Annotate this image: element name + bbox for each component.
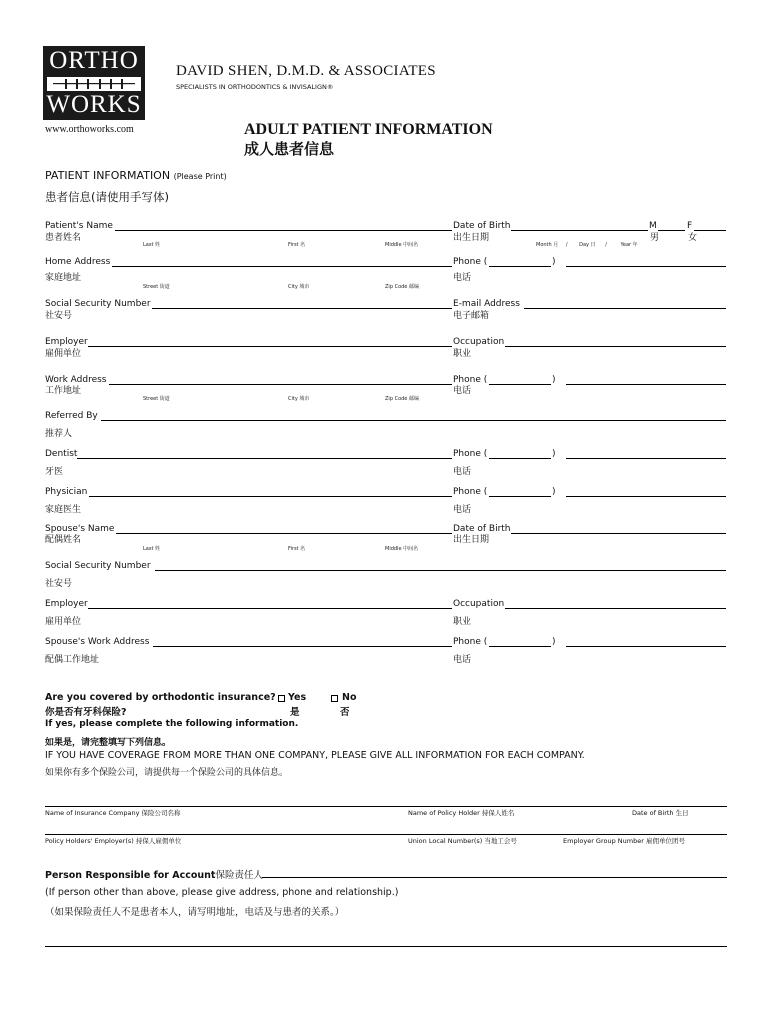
dob-field[interactable] [511, 230, 648, 231]
insurance-question-zh: 你是否有牙科保险? [45, 707, 127, 718]
physician-phone-area[interactable] [489, 496, 551, 497]
work-phone-label-zh: 电话 [453, 386, 472, 396]
f-label: F [687, 221, 693, 231]
yes-label: Yes [288, 692, 307, 703]
physician-phone-close: ) [552, 487, 556, 497]
ifyes-text-zh: 如果是，请完整填写下列信息。 [45, 738, 172, 748]
m-label: M [649, 221, 657, 231]
physician-field[interactable] [89, 496, 452, 497]
employer-label-zh: 雇佣单位 [45, 349, 82, 359]
spouse-phone-field[interactable] [566, 646, 726, 647]
sub-day: Day 日 [579, 242, 596, 248]
home-address-label-zh: 家庭地址 [45, 273, 82, 283]
responsible-note: (If person other than above, please give address, phone and relationship.) [45, 887, 399, 898]
col-company: Name of Insurance Company 保险公司名称 [45, 809, 181, 817]
spouse-dob-field[interactable] [511, 533, 726, 534]
page-title: ADULT PATIENT INFORMATION [244, 121, 493, 138]
spouse-employer-label: Employer [45, 599, 88, 609]
patient-name-field[interactable] [115, 230, 452, 231]
f-field[interactable] [694, 230, 726, 231]
spouse-name-label: Spouse's Name [45, 524, 115, 534]
home-address-label: Home Address [45, 257, 111, 267]
home-phone-field[interactable] [566, 266, 726, 267]
physician-label: Physician [45, 487, 88, 497]
ssn-label-zh: 社安号 [45, 311, 73, 321]
work-address-label: Work Address [45, 375, 107, 385]
logo-line2: WORKS [46, 91, 142, 118]
sub-last-2: Last 姓 [143, 546, 161, 552]
email-label: E-mail Address [453, 299, 520, 309]
ssn-field[interactable] [152, 308, 452, 309]
no-label: No [342, 692, 357, 703]
practice-tagline: SPECIALISTS IN ORTHODONTICS & INVISALIGN® [176, 83, 334, 91]
spouse-phone-area[interactable] [489, 646, 551, 647]
employer-field[interactable] [88, 346, 452, 347]
insurance-question: Are you covered by orthodontic insurance? [45, 692, 276, 703]
physician-label-zh: 家庭医生 [45, 505, 82, 515]
ifyes-text: If yes, please complete the following information. [45, 719, 299, 729]
sub-city-2: City 城市 [288, 396, 310, 402]
sub-street: Street 街道 [143, 284, 170, 290]
no-checkbox[interactable] [331, 695, 338, 702]
responsible-detail-rule[interactable] [45, 946, 727, 947]
physician-phone-label-zh: 电话 [453, 505, 472, 515]
sub-middle: Middle 中间名 [385, 242, 419, 248]
occupation-field[interactable] [505, 346, 726, 347]
responsible-note-zh: （如果保险责任人不是患者本人，请写明地址，电话及与患者的关系。） [45, 907, 345, 918]
patient-name-label-zh: 患者姓名 [45, 233, 82, 243]
ssn-label: Social Security Number [45, 299, 151, 309]
m-label-zh: 男 [650, 233, 660, 243]
spouse-phone-label: Phone ( [453, 637, 488, 647]
multi-coverage-text: IF YOU HAVE COVERAGE FROM MORE THAN ONE COMPANY, PLEASE GIVE ALL INFORMATION FOR EACH COMPANY. [45, 750, 585, 761]
col-holder: Name of Policy Holder 持保人姓名 [408, 809, 515, 817]
dentist-field[interactable] [77, 458, 452, 459]
dob-subs [536, 242, 638, 248]
spouse-ssn-field[interactable] [155, 570, 726, 571]
sub-year: Year 年 [620, 242, 638, 248]
employer-label: Employer [45, 337, 88, 347]
insurance-row1-rule[interactable] [45, 806, 727, 807]
spouse-name-label-zh: 配偶姓名 [45, 535, 82, 545]
referred-label-zh: 推荐人 [45, 429, 73, 439]
patient-name-label: Patient's Name [45, 221, 113, 231]
sub-month: Month 月 [536, 242, 559, 248]
sub-street-2: Street 街道 [143, 396, 170, 402]
spouse-ssn-label-zh: 社安号 [45, 579, 73, 589]
occupation-label: Occupation [453, 337, 505, 347]
responsible-label-en: Person Responsible for Account [45, 870, 216, 881]
dentist-phone-label-zh: 电话 [453, 467, 472, 477]
work-phone-label: Phone ( [453, 375, 488, 385]
spouse-employer-field[interactable] [88, 608, 452, 609]
section-heading [45, 169, 227, 182]
insurance-row2-rule[interactable] [45, 834, 727, 835]
home-phone-label: Phone ( [453, 257, 488, 267]
work-phone-field[interactable] [566, 384, 726, 385]
yes-checkbox[interactable] [278, 695, 285, 702]
section-heading-en: PATIENT INFORMATION [45, 169, 171, 182]
spouse-ssn-label: Social Security Number [45, 561, 151, 571]
dob-label-zh: 出生日期 [453, 233, 490, 243]
logo-line1: ORTHO [49, 47, 139, 74]
no-label-zh: 否 [340, 707, 350, 718]
referred-label: Referred By [45, 411, 98, 421]
dentist-phone-label: Phone ( [453, 449, 488, 459]
work-address-field[interactable] [109, 384, 452, 385]
sub-zip-2: Zip Code 邮编 [385, 396, 419, 402]
work-phone-close: ) [552, 375, 556, 385]
spouse-phone-close: ) [552, 637, 556, 647]
work-address-label-zh: 工作地址 [45, 386, 82, 396]
multi-coverage-text-zh: 如果你有多个保险公司，请提供每一个保险公司的具体信息。 [45, 768, 289, 778]
dentist-label-zh: 牙医 [45, 467, 64, 477]
col-dob: Date of Birth 生日 [632, 809, 689, 817]
home-phone-area[interactable] [489, 266, 551, 267]
section-heading-zh: 患者信息(请使用手写体) [45, 190, 169, 204]
spouse-work-label-zh: 配偶工作地址 [45, 655, 100, 665]
spouse-dob-label-zh: 出生日期 [453, 535, 490, 545]
responsible-field[interactable] [262, 877, 727, 878]
page-title-zh: 成人患者信息 [244, 140, 335, 158]
home-phone-label-zh: 电话 [453, 273, 472, 283]
dob-label: Date of Birth [453, 221, 511, 231]
sub-last: Last 姓 [143, 242, 161, 248]
spouse-dob-label: Date of Birth [453, 524, 511, 534]
spouse-name-field[interactable] [116, 533, 452, 534]
sub-zip: Zip Code 邮编 [385, 284, 419, 290]
spouse-occupation-label: Occupation [453, 599, 505, 609]
home-address-field[interactable] [112, 266, 452, 267]
f-label-zh: 女 [688, 233, 698, 243]
spouse-phone-label-zh: 电话 [453, 655, 472, 665]
dentist-label: Dentist [45, 449, 78, 459]
spouse-work-field[interactable] [153, 646, 452, 647]
col-employer: Policy Holders' Employer(s) 持保人雇佣单位 [45, 837, 182, 845]
m-field[interactable] [658, 230, 685, 231]
logo-url[interactable]: www.orthoworks.com [45, 124, 134, 135]
section-heading-note: (Please Print) [173, 172, 227, 181]
work-phone-area[interactable] [489, 384, 551, 385]
sub-middle-2: Middle 中间名 [385, 546, 419, 552]
sub-slash1: / [565, 242, 568, 248]
occupation-label-zh: 职业 [453, 349, 472, 359]
home-phone-close: ) [552, 257, 556, 267]
responsible-label-zh: 保险责任人 [215, 870, 263, 881]
sub-slash2: / [605, 242, 607, 248]
sub-first: First 名 [288, 242, 306, 248]
dentist-phone-field[interactable] [566, 458, 726, 459]
col-union: Union Local Number(s) 当地工会号 [408, 837, 517, 845]
col-group: Employer Group Number 雇佣单位团号 [563, 837, 685, 845]
email-label-zh: 电子邮箱 [453, 311, 490, 321]
dentist-phone-area[interactable] [489, 458, 551, 459]
practice-name: DAVID SHEN, D.M.D. & ASSOCIATES [176, 63, 436, 79]
yes-label-zh: 是 [290, 707, 300, 718]
email-field[interactable] [524, 308, 726, 309]
spouse-occupation-field[interactable] [505, 608, 726, 609]
spouse-employer-label-zh: 雇用单位 [45, 617, 82, 627]
physician-phone-field[interactable] [566, 496, 726, 497]
referred-field[interactable] [101, 420, 726, 421]
sub-city: City 城市 [288, 284, 310, 290]
dentist-phone-close: ) [552, 449, 556, 459]
sub-first-2: First 名 [288, 546, 306, 552]
logo [43, 46, 145, 120]
responsible-label [45, 867, 263, 881]
physician-phone-label: Phone ( [453, 487, 488, 497]
spouse-work-label: Spouse's Work Address [45, 637, 150, 647]
spouse-occupation-label-zh: 职业 [453, 617, 472, 627]
